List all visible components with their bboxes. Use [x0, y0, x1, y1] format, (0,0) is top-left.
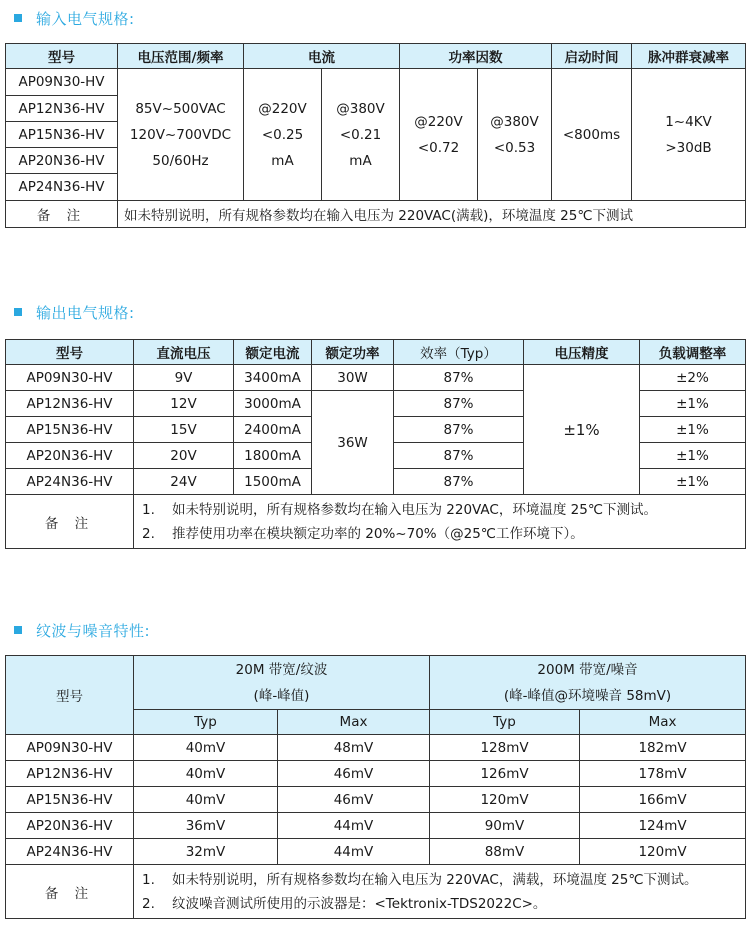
load-regulation-cell: ±2% — [640, 365, 746, 391]
voltage-line: 50/60Hz — [152, 152, 209, 169]
header-model: 型号 — [6, 340, 134, 365]
model-cell: AP09N30-HV — [6, 735, 134, 761]
load-regulation-cell: ±1% — [640, 469, 746, 495]
header-voltage-range: 电压范围/频率 — [118, 44, 244, 69]
pf-220-cell — [400, 69, 478, 201]
table-row — [6, 365, 746, 391]
model-cell: AP09N30-HV — [6, 365, 134, 391]
note-number: 2. — [142, 525, 155, 542]
header-rated-power: 额定功率 — [312, 340, 394, 365]
pf-line: <0.53 — [493, 139, 536, 156]
noise-typ-cell: 90mV — [430, 813, 580, 839]
header-ripple-typ: Typ — [134, 710, 278, 735]
model-cell: AP15N36-HV — [6, 787, 134, 813]
header-noise-group — [430, 656, 746, 710]
model-cell: AP20N36-HV — [6, 813, 134, 839]
model-cell: AP12N36-HV — [6, 391, 134, 417]
note-text: 如未特别说明，所有规格参数均在输入电压为 220VAC，环境温度 25℃下测试。 — [172, 501, 657, 518]
square-bullet-icon — [14, 626, 22, 634]
efficiency-cell: 87% — [394, 391, 524, 417]
note-text: 如未特别说明，所有规格参数均在输入电压为 220VAC，满载，环境温度 25℃下测试。 — [172, 871, 698, 888]
model-cell: AP20N36-HV — [6, 443, 134, 469]
note-number: 1. — [142, 501, 155, 518]
header-line: 200M 带宽/噪音 — [537, 661, 638, 678]
note-text: 如未特别说明，所有规格参数均在输入电压为 220VAC(满载)，环境温度 25℃下测试 — [118, 201, 746, 228]
current-220-cell — [244, 69, 322, 201]
noise-max-cell: 124mV — [580, 813, 746, 839]
current-380-cell — [322, 69, 400, 201]
rated-power-cell: 36W — [312, 391, 394, 495]
square-bullet-icon — [14, 308, 22, 316]
rated-power-cell: 30W — [312, 365, 394, 391]
header-noise-typ: Typ — [430, 710, 580, 735]
header-voltage-accuracy: 电压精度 — [524, 340, 640, 365]
dc-voltage-cell: 15V — [134, 417, 234, 443]
burst-line: 1~4KV — [665, 113, 712, 130]
current-line: mA — [271, 152, 294, 169]
noise-max-cell: 120mV — [580, 839, 746, 865]
startup-time-cell: <800ms — [552, 69, 632, 201]
noise-typ-cell: 126mV — [430, 761, 580, 787]
table-row — [6, 813, 746, 839]
current-line: mA — [349, 152, 372, 169]
pf-line: @380V — [490, 113, 539, 130]
ripple-typ-cell: 40mV — [134, 787, 278, 813]
model-cell: AP15N36-HV — [6, 122, 118, 148]
note-item — [142, 892, 745, 916]
voltage-line: 85V~500VAC — [135, 100, 226, 117]
model-cell: AP09N30-HV — [6, 69, 118, 96]
header-load-regulation: 负载调整率 — [640, 340, 746, 365]
header-burst-attenuation: 脉冲群衰减率 — [632, 44, 746, 69]
efficiency-cell: 87% — [394, 469, 524, 495]
pf-380-cell — [478, 69, 552, 201]
ripple-typ-cell: 40mV — [134, 761, 278, 787]
header-dc-voltage: 直流电压 — [134, 340, 234, 365]
note-label: 备 注 — [6, 495, 134, 549]
note-number: 1. — [142, 871, 155, 888]
load-regulation-cell: ±1% — [640, 417, 746, 443]
note-number: 2. — [142, 895, 155, 912]
note-list — [134, 865, 746, 919]
model-cell: AP20N36-HV — [6, 148, 118, 174]
dc-voltage-cell: 9V — [134, 365, 234, 391]
table-row — [6, 787, 746, 813]
noise-max-cell: 166mV — [580, 787, 746, 813]
voltage-range-cell — [118, 69, 244, 201]
model-cell: AP24N36-HV — [6, 469, 134, 495]
output-spec-table — [5, 339, 746, 549]
rated-current-cell: 3000mA — [234, 391, 312, 417]
load-regulation-cell: ±1% — [640, 443, 746, 469]
load-regulation-cell: ±1% — [640, 391, 746, 417]
header-rated-current: 额定电流 — [234, 340, 312, 365]
rated-current-cell: 1800mA — [234, 443, 312, 469]
note-list — [134, 495, 746, 549]
ripple-section-title-text: 纹波与噪音特性: — [36, 622, 151, 640]
ripple-max-cell: 44mV — [278, 813, 430, 839]
table-row — [6, 761, 746, 787]
table-row — [6, 735, 746, 761]
model-cell: AP24N36-HV — [6, 839, 134, 865]
output-section-title-text: 输出电气规格: — [36, 304, 135, 322]
note-label: 备 注 — [6, 201, 118, 228]
noise-max-cell: 182mV — [580, 735, 746, 761]
model-cell: AP15N36-HV — [6, 417, 134, 443]
current-line: <0.25 — [261, 126, 304, 143]
ripple-max-cell: 46mV — [278, 761, 430, 787]
header-current: 电流 — [244, 44, 400, 69]
noise-typ-cell: 88mV — [430, 839, 580, 865]
header-line: (峰-峰值) — [253, 687, 310, 704]
rated-current-cell: 1500mA — [234, 469, 312, 495]
model-cell: AP12N36-HV — [6, 96, 118, 122]
ripple-max-cell: 44mV — [278, 839, 430, 865]
note-item — [142, 498, 745, 522]
input-section-title-text: 输入电气规格: — [36, 10, 135, 28]
efficiency-cell: 87% — [394, 443, 524, 469]
voltage-accuracy-cell: ±1% — [524, 365, 640, 495]
efficiency-cell: 87% — [394, 365, 524, 391]
ripple-typ-cell: 36mV — [134, 813, 278, 839]
dc-voltage-cell: 20V — [134, 443, 234, 469]
current-line: @220V — [258, 100, 307, 117]
input-section-title — [14, 9, 135, 29]
noise-typ-cell: 120mV — [430, 787, 580, 813]
header-power-factor: 功率因数 — [400, 44, 552, 69]
note-label: 备 注 — [6, 865, 134, 919]
header-startup-time: 启动时间 — [552, 44, 632, 69]
burst-cell — [632, 69, 746, 201]
ripple-max-cell: 46mV — [278, 787, 430, 813]
header-noise-max: Max — [580, 710, 746, 735]
burst-line: >30dB — [665, 139, 712, 156]
square-bullet-icon — [14, 14, 22, 22]
model-cell: AP12N36-HV — [6, 761, 134, 787]
model-cell: AP24N36-HV — [6, 174, 118, 201]
header-efficiency: 效率（Typ） — [394, 340, 524, 365]
noise-max-cell: 178mV — [580, 761, 746, 787]
rated-current-cell: 2400mA — [234, 417, 312, 443]
note-text: 推荐使用功率在模块额定功率的 20%~70%（@25℃工作环境下）。 — [172, 525, 584, 542]
input-spec-table — [5, 43, 746, 228]
table-row — [6, 839, 746, 865]
ripple-spec-table — [5, 655, 746, 919]
header-model: 型号 — [6, 44, 118, 69]
current-line: @380V — [336, 100, 385, 117]
header-ripple-max: Max — [278, 710, 430, 735]
noise-typ-cell: 128mV — [430, 735, 580, 761]
voltage-line: 120V~700VDC — [129, 126, 232, 143]
header-line: (峰-峰值@环境噪音 58mV) — [503, 687, 672, 704]
ripple-typ-cell: 32mV — [134, 839, 278, 865]
ripple-typ-cell: 40mV — [134, 735, 278, 761]
efficiency-cell: 87% — [394, 417, 524, 443]
ripple-section-title — [14, 621, 150, 641]
header-line: 20M 带宽/纹波 — [235, 661, 328, 678]
note-item — [142, 868, 745, 892]
header-model: 型号 — [6, 656, 134, 735]
note-text: 纹波噪音测试所使用的示波器是：<Tektronix-TDS2022C>。 — [172, 895, 547, 912]
current-line: <0.21 — [339, 126, 382, 143]
dc-voltage-cell: 12V — [134, 391, 234, 417]
note-item — [142, 522, 745, 546]
output-section-title — [14, 303, 135, 323]
pf-line: <0.72 — [417, 139, 460, 156]
ripple-max-cell: 48mV — [278, 735, 430, 761]
rated-current-cell: 3400mA — [234, 365, 312, 391]
pf-line: @220V — [414, 113, 463, 130]
header-ripple-group — [134, 656, 430, 710]
dc-voltage-cell: 24V — [134, 469, 234, 495]
